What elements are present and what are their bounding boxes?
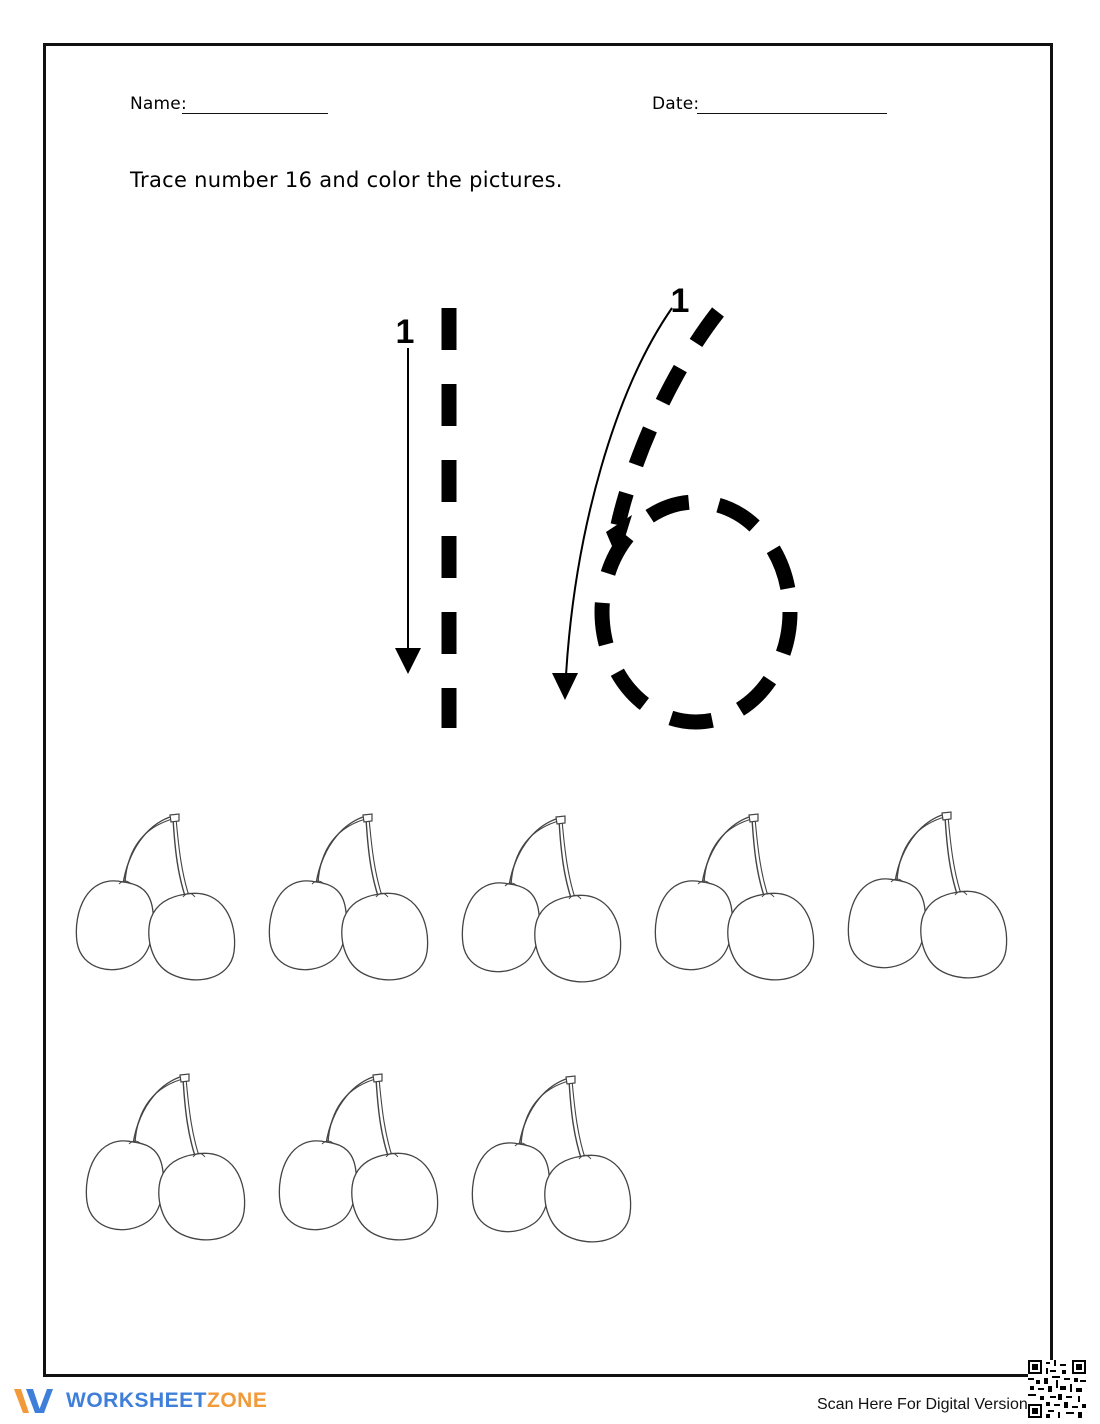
digit-six-direction-arrow	[566, 308, 672, 675]
digit-six-stroke-number: 1	[670, 282, 690, 320]
cherry-picture[interactable]	[461, 814, 631, 994]
cherry-picture[interactable]	[268, 812, 438, 992]
worksheetzone-logo[interactable]	[12, 1383, 267, 1419]
digit-six-dashed-stem[interactable]	[618, 312, 718, 525]
cherry-picture[interactable]	[278, 1072, 448, 1252]
digit-six-arrowhead	[552, 673, 578, 700]
logo-w-icon	[12, 1385, 60, 1417]
digit-one-stroke-number: 1	[395, 313, 415, 351]
instruction-text: Trace number 16 and color the pictures.	[130, 168, 563, 192]
cherry-picture[interactable]	[654, 812, 824, 992]
cherry-picture[interactable]	[75, 812, 245, 992]
digit-one-trace[interactable]	[395, 308, 449, 728]
name-field-line[interactable]	[182, 113, 328, 114]
date-field-line[interactable]	[697, 113, 887, 114]
digit-one-arrowhead	[395, 648, 421, 674]
trace-number-16[interactable]	[380, 270, 820, 740]
cherry-picture[interactable]	[847, 810, 1017, 990]
name-label: Name:	[130, 94, 187, 114]
digit-six-dashed-loop[interactable]	[602, 502, 790, 722]
scan-here-text: Scan Here For Digital Version	[817, 1396, 1028, 1413]
logo-text: WORKSHEETZONE	[66, 1389, 268, 1412]
cherry-picture[interactable]	[471, 1074, 641, 1254]
qr-code-icon[interactable]	[1028, 1360, 1086, 1418]
date-label: Date:	[652, 94, 700, 114]
digit-six-trace[interactable]	[552, 282, 790, 722]
cherry-picture[interactable]	[85, 1072, 255, 1252]
